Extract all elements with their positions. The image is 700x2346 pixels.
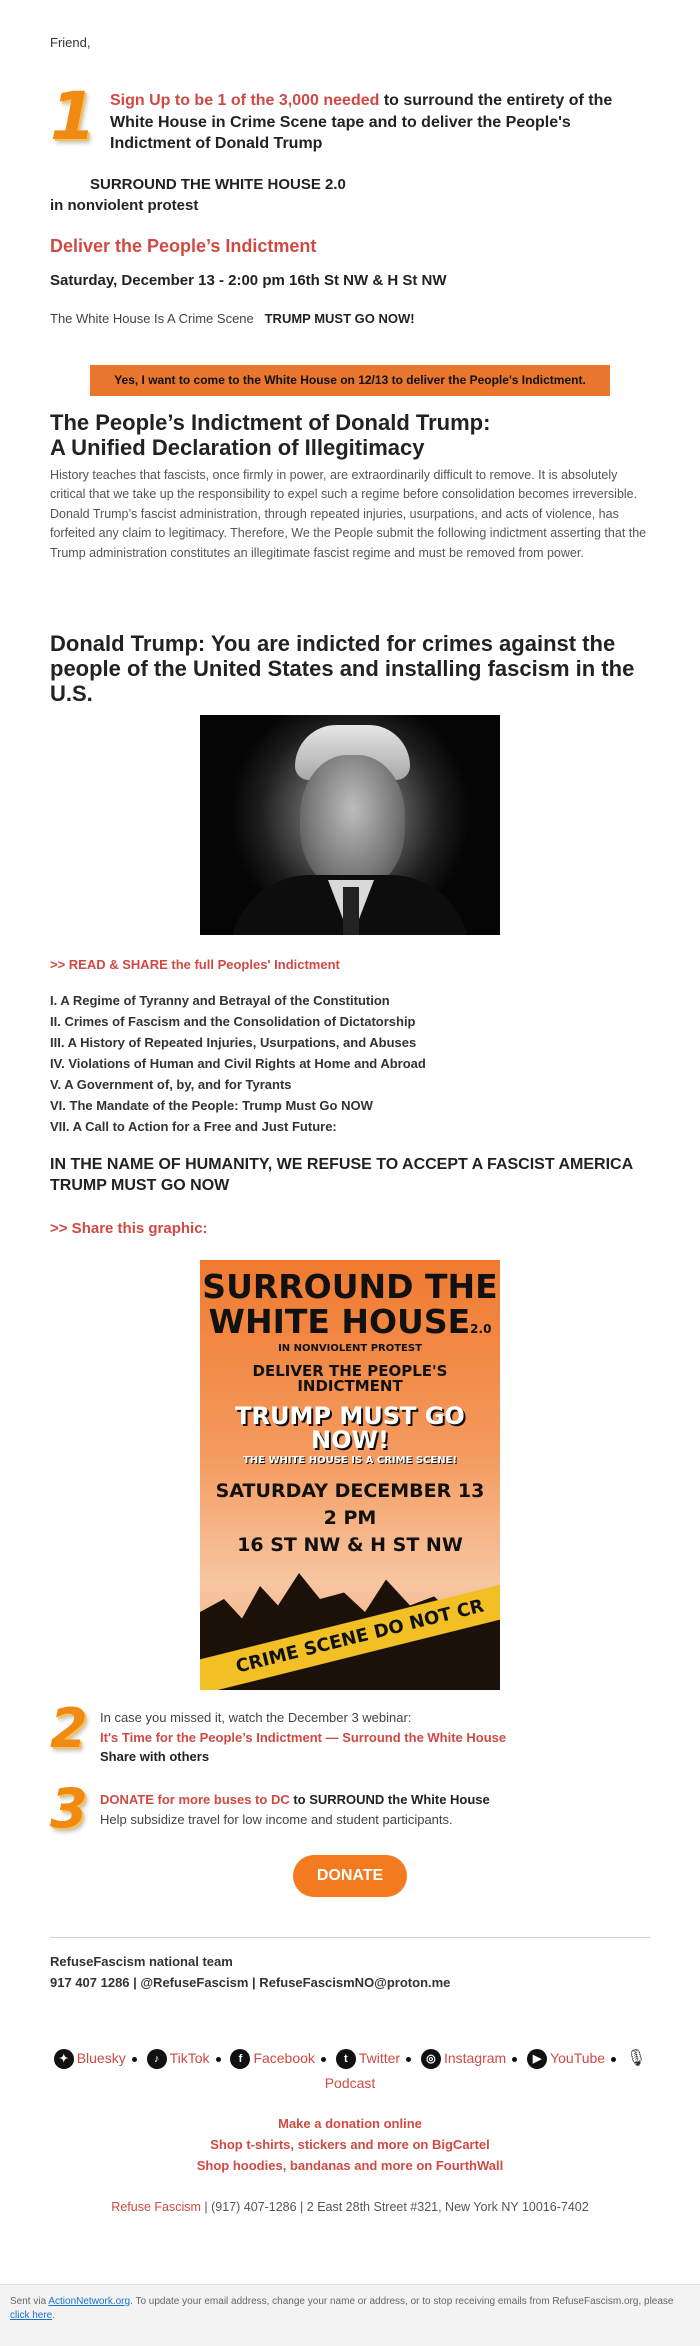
- trump-portrait-image: [200, 715, 500, 935]
- declaration-title: The People’s Indictment of Donald Trump: A Unified Declaration of Illegitimacy: [50, 410, 491, 461]
- twitter-icon: t: [336, 2049, 356, 2069]
- social-youtube[interactable]: ▶ YouTube: [527, 2046, 605, 2070]
- microphone-icon: 🎙: [625, 2050, 647, 2067]
- action-network-link[interactable]: ActionNetwork.org: [48, 2296, 131, 2307]
- bigcartel-link[interactable]: Shop t-shirts, stickers and more on BigCartel: [210, 2137, 490, 2152]
- email-footer: Sent via ActionNetwork.org. To update your email address, change your name or address, or to stop receiving emails from RefuseFascism.org, please click here.: [0, 2284, 700, 2346]
- indictment-sections: [50, 990, 650, 1137]
- section-item: III. A History of Repeated Injuries, Usurpations, and Abuses: [50, 1035, 417, 1050]
- signoff: RefuseFascism national team 917 407 1286 | @RefuseFascism | RefuseFascismNO@proton.me: [50, 1954, 451, 1990]
- bluesky-icon: ✦: [54, 2049, 74, 2069]
- step-3-number-icon: 3: [50, 1777, 88, 1840]
- social-instagram[interactable]: ◎ Instagram: [421, 2046, 506, 2070]
- step-2-text: In case you missed it, watch the December 3 webinar: It's Time for the People’s Indictment — Surround the White House Share with others: [100, 1708, 640, 1767]
- poster-line: TRUMP MUST GO NOW!: [235, 1402, 465, 1454]
- shop-links: [50, 2113, 650, 2176]
- social-links: [50, 2046, 650, 2095]
- step-1-description: to surround the entirety of the White House in Crime Scene tape and to deliver the People's Indictment of Donald Trump: [110, 92, 613, 153]
- social-facebook[interactable]: f Facebook: [230, 2046, 314, 2070]
- unsubscribe-link[interactable]: click here: [10, 2310, 53, 2321]
- poster-line: THE WHITE HOUSE IS A CRIME SCENE!: [242, 1455, 458, 1466]
- social-twitter[interactable]: t Twitter: [336, 2046, 400, 2070]
- postal-address: Refuse Fascism | (917) 407-1286 | 2 East 28th Street #321, New York NY 10016-7402: [111, 2200, 589, 2214]
- poster-line: WHITE HOUSE: [208, 1302, 471, 1341]
- donation-online-link[interactable]: Make a donation online: [278, 2116, 422, 2131]
- read-share-indictment-link[interactable]: >> READ & SHARE the full Peoples' Indictment: [50, 957, 340, 972]
- surround-white-house-poster[interactable]: [200, 1260, 500, 1690]
- donate-button[interactable]: DONATE: [293, 1855, 407, 1897]
- social-podcast[interactable]: Podcast: [324, 2075, 376, 2091]
- social-tiktok[interactable]: ♪ TikTok: [147, 2046, 210, 2070]
- step-3-text: DONATE for more buses to DC to SURROUND the White House Help subsidize travel for low income and student participants.: [100, 1792, 490, 1827]
- divider: [50, 1937, 650, 1938]
- step-2-number-icon: 2: [50, 1697, 88, 1760]
- fourthwall-link[interactable]: Shop hoodies, bandanas and more on FourthWall: [196, 2158, 504, 2173]
- section-item: VII. A Call to Action for a Free and Just Future:: [50, 1119, 337, 1134]
- event-subtitle: in nonviolent protest: [50, 197, 199, 214]
- poster-line: SATURDAY DECEMBER 13: [215, 1480, 485, 1502]
- refuse-fascism-link[interactable]: Refuse Fascism: [111, 2200, 201, 2214]
- step-1-number-icon: 1: [50, 78, 96, 155]
- poster-line: 16 ST NW & H ST NW: [237, 1534, 463, 1556]
- poster-line: SURROUND THE: [202, 1267, 498, 1306]
- step-1-text: [110, 90, 630, 155]
- crime-scene-tape: CRIME SCENE DO NOT CR: [200, 1577, 500, 1690]
- rsvp-wrapper: [90, 365, 610, 396]
- tiktok-icon: ♪: [147, 2049, 167, 2069]
- facebook-icon: f: [230, 2049, 250, 2069]
- section-item: VI. The Mandate of the People: Trump Must Go NOW: [50, 1098, 373, 1113]
- poster-line: 2 PM: [323, 1507, 377, 1529]
- share-with-others-link[interactable]: Share with others: [100, 1749, 210, 1764]
- section-item: IV. Violations of Human and Civil Rights at Home and Abroad: [50, 1056, 426, 1071]
- indictment-heading: Donald Trump: You are indicted for crimes against the people of the United States and installing fascism in the U.S.: [50, 631, 635, 706]
- youtube-icon: ▶: [527, 2049, 547, 2069]
- slogan: IN THE NAME OF HUMANITY, WE REFUSE TO ACCEPT A FASCIST AMERICA TRUMP MUST GO NOW: [50, 1156, 634, 1194]
- section-item: V. A Government of, by, and for Tyrants: [50, 1077, 292, 1092]
- event-name: SURROUND THE WHITE HOUSE 2.0: [90, 176, 346, 193]
- declaration-body: History teaches that fascists, once firmly in power, are extraordinarily difficult to remove. It is absolutely critical that we take up the responsibility to expel such a regime before consolidation becomes irreversible. Donald Trump’s fascist administration, through repeated injuries, usurpations, and acts of violence, has forfeited any claim to legitimacy. Therefore, We the People submit the following indictment asserting that the Trump administration constitutes an illegitimate fascist regime and must be removed from power.: [50, 468, 647, 560]
- greeting: Friend,: [50, 35, 91, 50]
- social-bluesky[interactable]: ✦ Bluesky: [54, 2046, 126, 2070]
- donate-buses-link[interactable]: DONATE for more buses to DC: [100, 1792, 290, 1807]
- webinar-link[interactable]: It's Time for the People’s Indictment — Surround the White House: [100, 1729, 507, 1745]
- poster-line: DELIVER THE PEOPLE'S INDICTMENT: [252, 1362, 448, 1395]
- instagram-icon: ◎: [421, 2049, 441, 2069]
- poster-line: IN NONVIOLENT PROTEST: [278, 1343, 422, 1354]
- rsvp-button[interactable]: Yes, I want to come to the White House on 12/13 to deliver the People's Indictment.: [90, 365, 610, 396]
- sign-up-link[interactable]: Sign Up to be 1 of the 3,000 needed: [110, 92, 380, 109]
- poster-version: 2.0: [470, 1322, 492, 1336]
- event-datetime: Saturday, December 13 - 2:00 pm 16th St NW & H St NW: [50, 272, 447, 289]
- section-item: II. Crimes of Fascism and the Consolidation of Dictatorship: [50, 1014, 416, 1029]
- event-tagline: The White House Is A Crime Scene TRUMP MUST GO NOW!: [50, 311, 415, 326]
- section-item: I. A Regime of Tyranny and Betrayal of the Constitution: [50, 993, 390, 1008]
- event-heading: Deliver the People’s Indictment: [50, 236, 317, 256]
- share-graphic-label: >> Share this graphic:: [50, 1220, 208, 1237]
